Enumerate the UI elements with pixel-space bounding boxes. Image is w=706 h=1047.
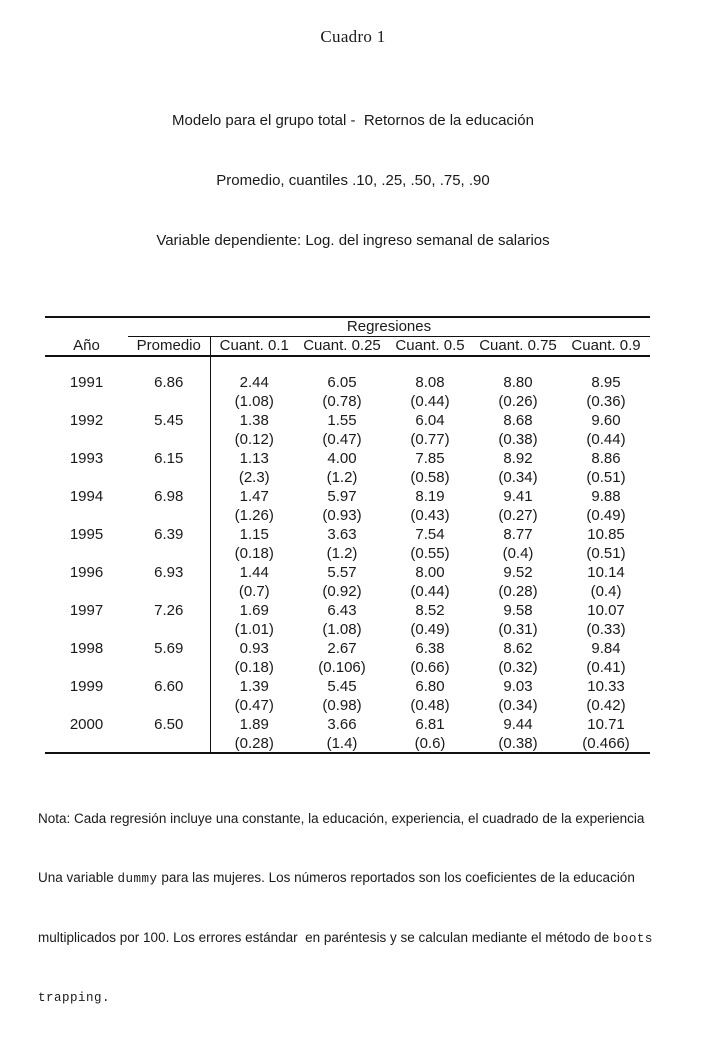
cell-stderr: (0.4) bbox=[590, 583, 622, 600]
cell-year: 1993 bbox=[69, 450, 104, 467]
cell-coef: 9.44 bbox=[503, 716, 533, 733]
cell-coef: 9.58 bbox=[503, 602, 533, 619]
cell-coef: 8.08 bbox=[415, 374, 445, 391]
note-mono-boots: boots bbox=[612, 932, 653, 946]
stderr-row-1998 bbox=[45, 658, 650, 677]
cell-coef: 1.39 bbox=[210, 677, 298, 696]
cell-empty bbox=[128, 620, 210, 639]
cell-stderr: (0.34) bbox=[498, 469, 538, 486]
cell-stderr: (0.6) bbox=[386, 734, 474, 753]
cell-empty bbox=[128, 392, 210, 411]
cell-coef: 1.44 bbox=[210, 563, 298, 582]
cell-year: 2000 bbox=[69, 716, 104, 733]
cell-coef: 1.13 bbox=[210, 449, 298, 468]
cell-promedio: 5.69 bbox=[154, 640, 184, 657]
cell-year: 1994 bbox=[69, 488, 104, 505]
cell-empty bbox=[128, 430, 210, 449]
cell-stderr: (1.2) bbox=[326, 545, 358, 562]
cell-empty bbox=[128, 506, 210, 525]
cell-year: 1999 bbox=[69, 678, 104, 695]
cell-stderr: (0.44) bbox=[410, 583, 450, 600]
spacer-cell bbox=[45, 356, 128, 373]
cell-stderr: (1.4) bbox=[298, 734, 386, 753]
table-spacer-row bbox=[45, 356, 650, 373]
cell-promedio: 7.26 bbox=[154, 602, 184, 619]
coef-row-1997 bbox=[45, 601, 650, 620]
coef-row-1998 bbox=[45, 639, 650, 658]
table-subtitle bbox=[0, 71, 706, 291]
cell-stderr: (1.08) bbox=[322, 621, 362, 638]
page-title: Cuadro 1 bbox=[320, 27, 386, 46]
cell-promedio: 6.50 bbox=[154, 716, 184, 733]
cell-coef: 6.04 bbox=[415, 412, 445, 429]
spacer-cell bbox=[128, 356, 210, 373]
cell-coef: 8.62 bbox=[503, 640, 533, 657]
cell-stderr: (0.47) bbox=[210, 696, 298, 715]
cell-stderr: (0.466) bbox=[562, 734, 650, 753]
cell-coef: 8.95 bbox=[591, 374, 621, 391]
note-line-2-rest: para las mujeres. Los números reportados son los coeficientes de la educación bbox=[157, 869, 635, 885]
cell-stderr: (0.18) bbox=[210, 658, 298, 677]
note-line-2-text: Una variable bbox=[38, 869, 118, 885]
cell-coef: 7.85 bbox=[415, 450, 445, 467]
cell-coef: 2.67 bbox=[327, 640, 357, 657]
spacer-cell bbox=[562, 356, 650, 373]
cell-promedio: 6.60 bbox=[154, 678, 184, 695]
cell-coef: 5.97 bbox=[327, 488, 357, 505]
cell-stderr: (0.78) bbox=[322, 393, 362, 410]
cell-empty bbox=[45, 430, 128, 449]
subtitle-line-3: Variable dependiente: Log. del ingreso semanal de salarios bbox=[156, 232, 550, 249]
note-line-3-text: multiplicados por 100. Los errores estándar en paréntesis y se calculan mediante el método de bbox=[38, 930, 613, 945]
cell-year: 1995 bbox=[69, 526, 104, 543]
cell-stderr: (0.98) bbox=[322, 697, 362, 714]
cell-year: 1991 bbox=[69, 374, 104, 391]
column-header-cuant-0-9: Cuant. 0.9 bbox=[562, 336, 650, 356]
cell-coef: 8.52 bbox=[415, 602, 445, 619]
cell-coef: 8.77 bbox=[503, 526, 533, 543]
coef-row-1993 bbox=[45, 449, 650, 468]
cell-coef: 2.44 bbox=[210, 373, 298, 392]
cell-empty bbox=[128, 468, 210, 487]
column-header-cuant-0-1: Cuant. 0.1 bbox=[210, 336, 298, 356]
cell-coef: 1.69 bbox=[210, 601, 298, 620]
cell-stderr: (0.106) bbox=[318, 659, 366, 676]
cell-stderr: (0.26) bbox=[498, 393, 538, 410]
cell-stderr: (0.49) bbox=[586, 507, 626, 524]
cell-coef: 1.89 bbox=[210, 715, 298, 734]
cell-stderr: (0.28) bbox=[498, 583, 538, 600]
cell-coef: 8.68 bbox=[503, 412, 533, 429]
cell-promedio: 6.98 bbox=[154, 488, 184, 505]
stderr-row-1995 bbox=[45, 544, 650, 563]
cell-coef: 3.66 bbox=[327, 716, 357, 733]
subtitle-line-2: Promedio, cuantiles .10, .25, .50, .75, .90 bbox=[216, 172, 490, 189]
column-header-cuant-0-75: Cuant. 0.75 bbox=[474, 336, 562, 356]
cell-stderr: (0.77) bbox=[410, 431, 450, 448]
cell-coef: 4.00 bbox=[327, 450, 357, 467]
coef-row-1995 bbox=[45, 525, 650, 544]
coef-row-1992 bbox=[45, 411, 650, 430]
cell-coef: 10.07 bbox=[587, 602, 625, 619]
cell-stderr: (0.12) bbox=[210, 430, 298, 449]
cell-empty bbox=[128, 734, 210, 753]
stderr-row-1996 bbox=[45, 582, 650, 601]
cell-coef: 9.84 bbox=[591, 640, 621, 657]
cell-empty bbox=[45, 696, 128, 715]
coef-row-1994 bbox=[45, 487, 650, 506]
cell-coef: 6.81 bbox=[415, 716, 445, 733]
cell-empty bbox=[45, 582, 128, 601]
cell-stderr: (0.51) bbox=[586, 545, 626, 562]
group-header-row bbox=[45, 317, 650, 336]
cell-stderr: (0.38) bbox=[474, 734, 562, 753]
cell-year: 1998 bbox=[69, 640, 104, 657]
cell-empty bbox=[128, 658, 210, 677]
coef-row-1991 bbox=[45, 373, 650, 392]
cell-coef: 6.05 bbox=[327, 374, 357, 391]
cell-coef: 0.93 bbox=[210, 639, 298, 658]
cell-stderr: (0.36) bbox=[586, 393, 626, 410]
cell-stderr: (0.92) bbox=[322, 583, 362, 600]
cell-coef: 10.85 bbox=[587, 526, 625, 543]
cell-promedio: 6.15 bbox=[154, 450, 184, 467]
note-line-4-mono-trapping: trapping. bbox=[38, 990, 111, 1005]
cell-stderr: (1.26) bbox=[210, 506, 298, 525]
cell-coef: 1.47 bbox=[210, 487, 298, 506]
cell-stderr: (1.08) bbox=[210, 392, 298, 411]
cell-coef: 6.80 bbox=[415, 678, 445, 695]
stderr-row-1994 bbox=[45, 506, 650, 525]
cell-stderr: (1.01) bbox=[210, 620, 298, 639]
cell-coef: 5.57 bbox=[327, 564, 357, 581]
cell-coef: 9.03 bbox=[503, 678, 533, 695]
cell-coef: 10.71 bbox=[587, 716, 625, 733]
cell-coef: 8.92 bbox=[503, 450, 533, 467]
cell-stderr: (0.55) bbox=[410, 545, 450, 562]
cell-stderr: (0.44) bbox=[410, 393, 450, 410]
spacer-cell bbox=[474, 356, 562, 373]
stderr-row-1991 bbox=[45, 392, 650, 411]
cell-empty bbox=[128, 544, 210, 563]
cell-empty bbox=[45, 620, 128, 639]
cell-coef: 1.38 bbox=[210, 411, 298, 430]
cell-stderr: (0.28) bbox=[210, 734, 298, 753]
group-header-spacer bbox=[45, 317, 128, 336]
coef-row-1999 bbox=[45, 677, 650, 696]
cell-year: 1992 bbox=[69, 412, 104, 429]
cell-stderr: (0.7) bbox=[210, 582, 298, 601]
stderr-row-1992 bbox=[45, 430, 650, 449]
cell-coef: 8.00 bbox=[415, 564, 445, 581]
stderr-row-1999 bbox=[45, 696, 650, 715]
cell-stderr: (0.42) bbox=[586, 697, 626, 714]
cell-stderr: (0.49) bbox=[410, 621, 450, 638]
regression-table bbox=[45, 316, 650, 754]
spacer-cell bbox=[386, 356, 474, 373]
cell-coef: 7.54 bbox=[415, 526, 445, 543]
cell-stderr: (0.43) bbox=[410, 507, 450, 524]
group-header-regresiones: Regresiones bbox=[128, 317, 650, 336]
note-line-3 bbox=[38, 928, 678, 950]
cell-stderr: (0.31) bbox=[498, 621, 538, 638]
table-note bbox=[38, 770, 678, 1047]
cell-empty bbox=[128, 582, 210, 601]
stderr-row-2000 bbox=[45, 734, 650, 753]
subtitle-line-1: Modelo para el grupo total - Retornos de la educación bbox=[172, 112, 534, 129]
stderr-row-1997 bbox=[45, 620, 650, 639]
cell-stderr: (0.18) bbox=[210, 544, 298, 563]
cell-coef: 9.60 bbox=[591, 412, 621, 429]
cell-coef: 8.19 bbox=[415, 488, 445, 505]
spacer-cell bbox=[210, 356, 298, 373]
note-mono-dummy: dummy bbox=[117, 871, 158, 886]
cell-promedio: 6.39 bbox=[154, 526, 184, 543]
cell-stderr: (1.2) bbox=[326, 469, 358, 486]
cell-coef: 8.80 bbox=[503, 374, 533, 391]
cell-stderr: (0.58) bbox=[410, 469, 450, 486]
column-header-promedio: Promedio bbox=[128, 336, 210, 356]
cell-promedio: 6.93 bbox=[154, 564, 184, 581]
note-line-2 bbox=[38, 868, 678, 890]
cell-stderr: (0.4) bbox=[502, 545, 534, 562]
cell-stderr: (0.44) bbox=[586, 431, 626, 448]
note-line-1: Nota: Cada regresión incluye una constante, la educación, experiencia, el cuadrado de la experiencia bbox=[38, 811, 645, 826]
cell-coef: 9.88 bbox=[591, 488, 621, 505]
cell-stderr: (0.33) bbox=[586, 621, 626, 638]
cell-empty bbox=[45, 468, 128, 487]
cell-stderr: (0.47) bbox=[322, 431, 362, 448]
cell-empty bbox=[128, 696, 210, 715]
cell-stderr: (0.41) bbox=[586, 659, 626, 676]
cell-coef: 6.38 bbox=[415, 640, 445, 657]
coef-row-1996 bbox=[45, 563, 650, 582]
cell-empty bbox=[45, 658, 128, 677]
cell-coef: 1.15 bbox=[210, 525, 298, 544]
cell-coef: 10.33 bbox=[587, 678, 625, 695]
cell-coef: 3.63 bbox=[327, 526, 357, 543]
column-header-cuant-0-5: Cuant. 0.5 bbox=[386, 336, 474, 356]
cell-stderr: (0.34) bbox=[498, 697, 538, 714]
cell-empty bbox=[45, 506, 128, 525]
spacer-cell bbox=[298, 356, 386, 373]
cell-empty bbox=[45, 392, 128, 411]
cell-empty bbox=[45, 734, 128, 753]
cell-stderr: (0.48) bbox=[410, 697, 450, 714]
coef-row-2000 bbox=[45, 715, 650, 734]
cell-stderr: (0.93) bbox=[322, 507, 362, 524]
cell-stderr: (0.32) bbox=[498, 659, 538, 676]
cell-coef: 9.41 bbox=[503, 488, 533, 505]
cell-empty bbox=[45, 544, 128, 563]
cell-coef: 5.45 bbox=[327, 678, 357, 695]
cell-year: 1996 bbox=[69, 564, 104, 581]
cell-stderr: (0.51) bbox=[586, 469, 626, 486]
cell-year: 1997 bbox=[69, 602, 104, 619]
cell-coef: 9.52 bbox=[503, 564, 533, 581]
cell-promedio: 6.86 bbox=[154, 374, 184, 391]
stderr-row-1993 bbox=[45, 468, 650, 487]
column-header-row bbox=[45, 336, 650, 356]
cell-coef: 6.43 bbox=[327, 602, 357, 619]
cell-coef: 8.86 bbox=[591, 450, 621, 467]
cell-stderr: (0.27) bbox=[498, 507, 538, 524]
cell-stderr: (0.38) bbox=[498, 431, 538, 448]
cell-coef: 1.55 bbox=[327, 412, 357, 429]
cell-promedio: 5.45 bbox=[154, 412, 184, 429]
column-header-cuant-0-25: Cuant. 0.25 bbox=[298, 336, 386, 356]
paper-page bbox=[0, 27, 706, 1005]
column-header-a-o: Año bbox=[45, 336, 128, 356]
cell-coef: 10.14 bbox=[587, 564, 625, 581]
cell-stderr: (2.3) bbox=[210, 468, 298, 487]
cell-stderr: (0.66) bbox=[410, 659, 450, 676]
